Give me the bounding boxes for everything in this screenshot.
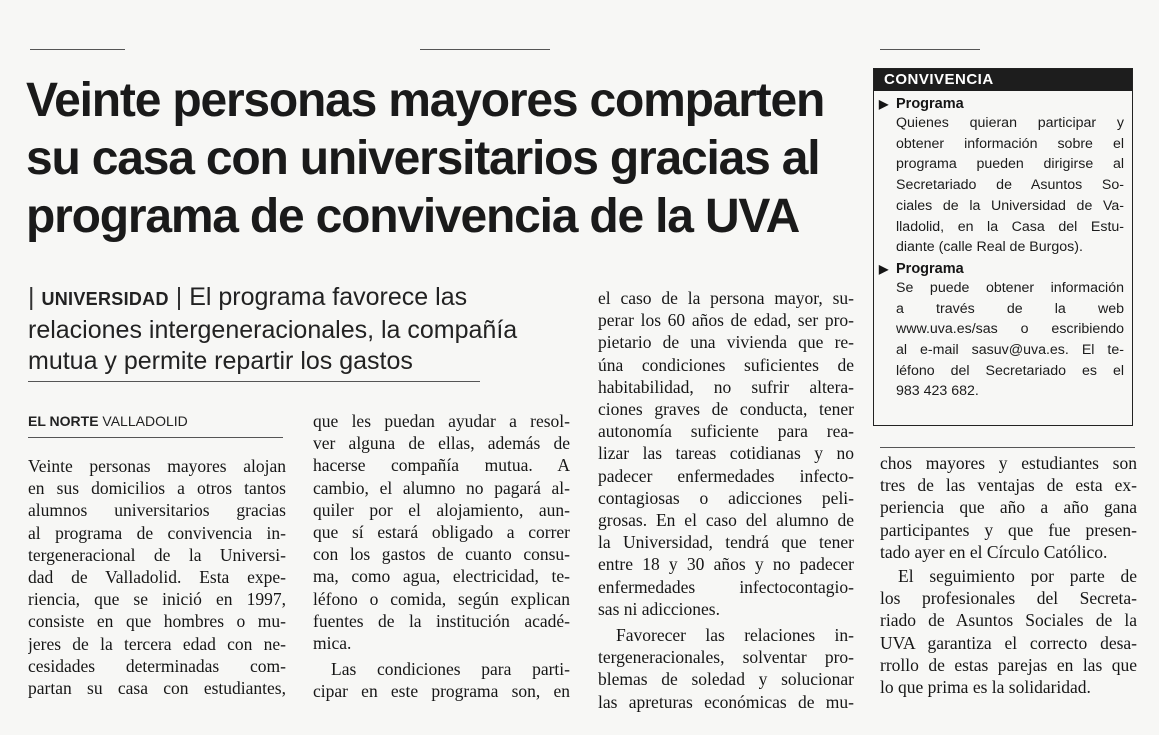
col3-paragraph-1: el caso de la persona mayor, su- perar los 60 años de edad, ser pro- pietario de una vivienda que re- úna condiciones suficientes de habitabilidad, no sufrir altera- ciones graves de conducta, tener autonomía suficiente para rea- lizar las tareas cotidianas y no padecer enfermedades infecto- contagiosas o adicciones peli- grosas. En el caso del alumno de la Universidad, tendrá que tener entre 18 y 30 años y no padecer enfermedades infectocontagio- sas ni adicciones. [598, 288, 854, 619]
subhead-line-2: relaciones intergeneracionales, la compañía [28, 316, 518, 344]
col2-paragraph-2: Las condiciones para parti- cipar en este programa son, en [313, 659, 570, 702]
column-4-rule [880, 447, 1135, 448]
col2-paragraph-1: que les puedan ayudar a resol- ver alguna de ellas, además de hacerse compañía mutua. A cambio, el alumno no pagará al- quiler por el alojamiento, aun- que sí estará obligado a correr con los gastos de cuanto consu- ma, como agua, electricidad, te- léfono o comida, según explican fuentes de la institución acadé- mica. [313, 411, 570, 654]
subhead-line-1: El programa favorece las [189, 283, 468, 311]
section-kicker: UNIVERSIDAD [41, 289, 169, 309]
headline-line-1: Veinte personas mayores comparten [26, 74, 825, 127]
top-rule-center [420, 49, 550, 50]
info-box-header: CONVIVENCIA [874, 69, 1132, 91]
info-box-section-1-title: Programa [896, 96, 964, 112]
top-rule-right [880, 49, 980, 50]
triangle-right-icon: ▶ [879, 261, 889, 276]
subhead-line-3: mutua y permite repartir los gastos [28, 347, 413, 375]
triangle-right-icon: ▶ [879, 97, 889, 111]
article-column-2 [313, 410, 570, 703]
article-column-1 [28, 455, 286, 699]
article-column-3 [598, 287, 854, 713]
headline-line-2: su casa con universitarios gracias al [26, 132, 820, 185]
info-box-section-1 [874, 95, 1132, 258]
byline-source: EL NORTE [28, 413, 99, 429]
article-column-4 [880, 452, 1137, 698]
headline [26, 72, 856, 246]
info-box-section-2-title: Programa [896, 260, 964, 277]
col3-paragraph-2: Favorecer las relaciones in- tergeneracionales, solventar pro- blemas de soledad y solucionar las apreturas económicas de mu- [598, 625, 854, 712]
byline-rule [28, 437, 283, 438]
info-box-section-2 [874, 260, 1132, 402]
info-box-section-1-text: Quienes quieran participar y obtener información sobre el programa pueden dirigirse al Secretariado de Asuntos So- ciales de la Universidad de Va- lladolid, en la Casa del Estu- diante (calle Real de Burgos). [896, 115, 1124, 256]
col4-paragraph-2: El seguimiento por parte de los profesionales del Secreta- riado de Asuntos Sociales de la UVA garantiza el correcto desa- rrollo de estas parejas en las que lo que prima es la solidaridad. [880, 566, 1137, 698]
subhead-rule [28, 381, 480, 382]
info-box-section-2-text: Se puede obtener información a través de la web www.uva.es/sas o escribiendo al e-mail sasuv@uva.es. El te- léfono del Secretariado es el 983 423 682. [896, 279, 1124, 400]
top-rule-left [30, 49, 125, 50]
col4-paragraph-1: chos mayores y estudiantes son tres de las ventajas de esta ex- periencia que año a año gana participantes y que fue presen- tado ayer en el Círculo Católico. [880, 453, 1137, 562]
headline-line-3: programa de convivencia de la UVA [26, 190, 800, 243]
col1-paragraph: Veinte personas mayores alojan en sus domicilios a otros tantos alumnos universitarios gracias al programa de convivencia in- tergeneracional de la Universi- dad de Valladolid. Esta expe- riencia, que se inició en 1997, consiste en que hombres o mu- jeres de la tercera edad con ne- cesidades determinadas com- partan su casa con estudiantes, [28, 456, 286, 699]
byline [28, 413, 283, 429]
byline-place: VALLADOLID [102, 413, 188, 429]
subheadline: | UNIVERSIDAD | El programa favorece las relaciones intergeneracionales, la compañía mutua y permite repartir los gastos [28, 282, 588, 377]
info-box [873, 68, 1133, 426]
